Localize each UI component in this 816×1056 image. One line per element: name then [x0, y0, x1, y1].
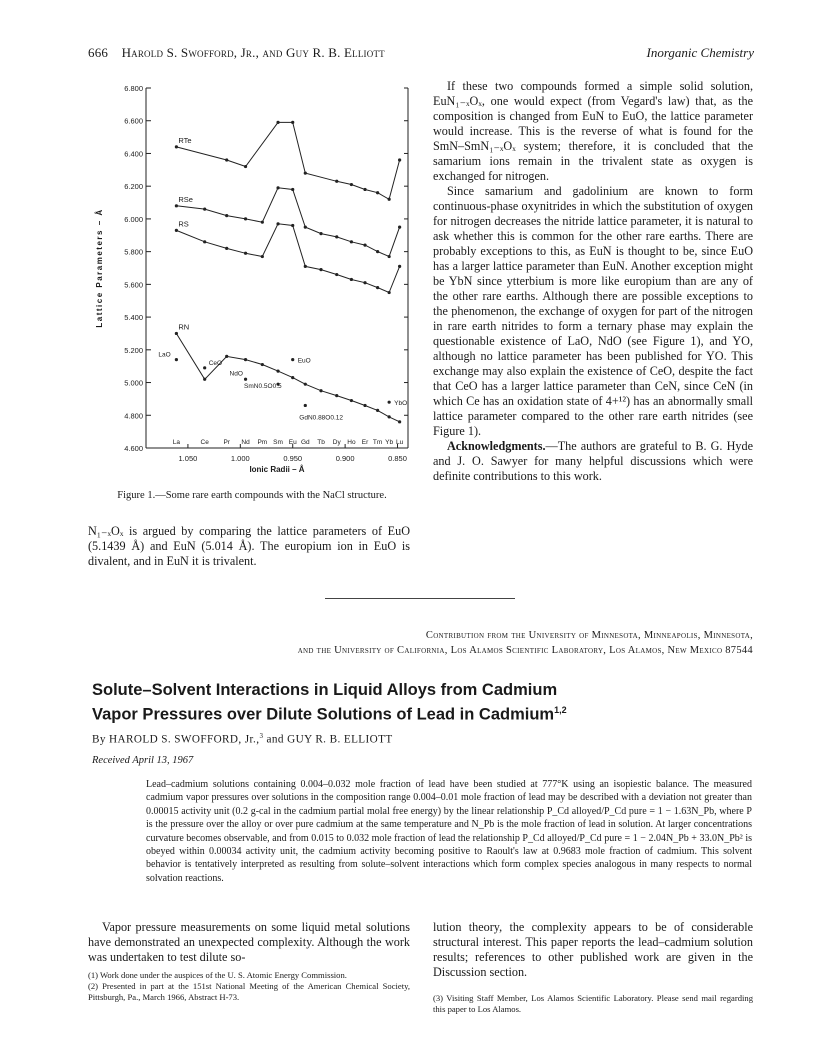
- data-point: [291, 188, 294, 191]
- acknowledgments-heading: Acknowledgments.: [447, 439, 546, 453]
- data-point: [244, 217, 247, 220]
- element-label: Tb: [317, 439, 325, 446]
- x-axis-title: Ionic Radii – Å: [249, 465, 305, 474]
- element-label: Ce: [200, 439, 209, 446]
- x-tick-label: 0.900: [335, 454, 355, 463]
- series-line-rte: [176, 122, 399, 199]
- data-point: [276, 186, 279, 189]
- title-line: Solute–Solvent Interactions in Liquid Alloys from Cadmium: [92, 681, 558, 699]
- author-footnote-mark: 3: [259, 732, 264, 740]
- section-divider: [325, 598, 515, 599]
- data-point: [319, 232, 322, 235]
- affiliation-line: Contribution from the University of Minnesota, Minneapolis, Minnesota,: [425, 630, 753, 641]
- compound-point: [244, 378, 247, 381]
- y-tick-label: 6.000: [124, 214, 143, 224]
- element-label: Nd: [241, 439, 250, 446]
- y-tick-label: 5.400: [124, 313, 143, 323]
- data-point: [335, 394, 338, 397]
- data-point: [335, 235, 338, 238]
- y-tick-label: 6.200: [124, 182, 143, 192]
- data-point: [261, 255, 264, 258]
- right-column-text: [433, 79, 753, 484]
- data-point: [276, 369, 279, 372]
- data-point: [350, 278, 353, 281]
- figure-1: [88, 78, 418, 508]
- footnotes-right: [433, 993, 753, 1015]
- element-label: La: [172, 439, 181, 446]
- data-point: [363, 188, 366, 191]
- data-point: [398, 158, 401, 161]
- data-point: [203, 240, 206, 243]
- data-point: [388, 198, 391, 201]
- contribution-affiliation: [200, 628, 753, 658]
- data-point: [225, 158, 228, 161]
- x-tick-label: 1.000: [230, 454, 250, 463]
- data-point: [291, 224, 294, 227]
- data-point: [363, 281, 366, 284]
- element-label: Eu: [288, 439, 297, 446]
- data-point: [244, 358, 247, 361]
- page-number: 666: [88, 45, 109, 60]
- paragraph: Vapor pressure measurements on some liquid metal solutions have demonstrated an unexpected complexity. Although the work was undertaken to test dilute so-: [88, 920, 410, 964]
- data-point: [363, 404, 366, 407]
- data-point: [363, 243, 366, 246]
- figure-caption: Figure 1.—Some rare earth compounds with the NaCl structure.: [117, 490, 387, 501]
- compound-label: GdN0.88O0.12: [299, 414, 344, 422]
- y-tick-label: 4.600: [124, 444, 143, 453]
- data-point: [225, 355, 228, 358]
- data-point: [203, 207, 206, 210]
- x-tick-label: 0.950: [283, 454, 303, 463]
- data-point: [175, 229, 178, 232]
- abstract: Lead–cadmium solutions containing 0.004–0.032 mole fraction of lead have been studied at 777°K using an isopiestic balance. The measured cadmium vapor pressures over solutions in the composition range 0.004–0.01 mole fraction of lead may be described with a deviation not greater than 0.00015 activity unit (0.2 g-cal in the cadmium partial molal free energy) by the linear relationship P_Cd alloyed/P_Cd pure = 1 − 1.63N_Pb, where P is the pressure over the alloy or over pure cadmium at the same temperature and N_Pb is the mole fraction of lead in solution. At larger concentrations curvature becomes observable, and from 0.015 to 0.032 mole fraction of lead the relationship P_Cd alloyed/P_Cd pure = 1 − 2.04N_Pb + 33.0N_Pb² is obeyed within 0.00034 activity unit, the cadmium activity becoming positive to Raoult's law at 0.9683 mole fraction of cadmium. This solvent behavior is tentatively interpreted as resulting from solute–solvent interactions which form complex species analogous in many respects to normal solvation reactions.: [146, 779, 752, 884]
- data-point: [225, 214, 228, 217]
- element-label: Pm: [257, 439, 268, 446]
- data-point: [304, 265, 307, 268]
- element-label: Yb: [385, 439, 394, 446]
- journal-name: Inorganic Chemistry: [646, 45, 754, 60]
- running-header-left: [88, 45, 385, 61]
- data-point: [261, 363, 264, 366]
- data-point: [261, 221, 264, 224]
- element-label: Dy: [332, 439, 341, 446]
- compound-label: CeO: [208, 359, 223, 367]
- data-point: [376, 409, 379, 412]
- author-1: By HAROLD S. SWOFFORD, Jr.,: [92, 733, 260, 746]
- title-line: Vapor Pressures over Dilute Solutions of Lead in Cadmium: [92, 705, 555, 724]
- compound-label: EuO: [297, 357, 311, 365]
- element-label: Er: [361, 439, 369, 446]
- data-point: [388, 291, 391, 294]
- data-point: [203, 378, 206, 381]
- affiliation-line: and the University of California, Los Alamos Scientific Laboratory, Los Alamos, New Mexico 87544: [297, 645, 753, 656]
- acknowledgments-body: —The authors are grateful to B. G. Hyde and J. O. Sawyer for many helpful discussions which were definite contributions to this work.: [433, 439, 753, 483]
- element-label: Ho: [347, 439, 356, 446]
- footnote-3: (3) Visiting Staff Member, Los Alamos Scientific Laboratory. Please send mail regarding this paper to Los Alamos.: [433, 993, 753, 1014]
- acknowledgments: [433, 439, 753, 484]
- y-tick-label: 6.400: [124, 149, 143, 159]
- series-label: RTe: [178, 135, 192, 145]
- data-point: [276, 121, 279, 124]
- data-point: [175, 204, 178, 207]
- element-label: Sm: [273, 439, 283, 446]
- header-authors: Harold S. Swofford, Jr., and Guy R. B. Elliott: [121, 45, 385, 60]
- element-label: Tm: [372, 439, 383, 446]
- y-axis-title: Lattice Parameters – Å: [95, 208, 104, 328]
- data-point: [335, 273, 338, 276]
- article-title: [92, 680, 732, 725]
- series-label: RS: [178, 219, 189, 229]
- data-point: [398, 420, 401, 423]
- paragraph: N₁₋ₓOₓ is argued by comparing the lattice parameters of EuO (5.1439 Å) and EuN (5.014 Å). The europium ion in EuO is divalent, and in EuN it is trivalent.: [88, 524, 410, 568]
- series-label: RN: [178, 322, 190, 332]
- y-tick-label: 5.600: [124, 280, 143, 290]
- data-point: [350, 183, 353, 186]
- title-footnote-marks: 1,2: [554, 705, 567, 715]
- data-point: [319, 268, 322, 271]
- series-label: RSe: [178, 194, 193, 204]
- data-point: [350, 399, 353, 402]
- element-label: Pr: [223, 439, 230, 446]
- compound-label: YbO: [394, 400, 408, 408]
- data-point: [388, 415, 391, 418]
- y-tick-label: 5.800: [124, 247, 143, 257]
- data-point: [335, 180, 338, 183]
- left-column-text: [88, 524, 410, 569]
- author-2: and GUY R. B. ELLIOTT: [263, 733, 393, 746]
- footnotes-left: [88, 970, 410, 1003]
- data-point: [225, 247, 228, 250]
- compound-label: SmN0.5O0.5: [244, 383, 282, 391]
- compound-point: [291, 358, 294, 361]
- data-point: [291, 121, 294, 124]
- data-point: [350, 240, 353, 243]
- data-point: [304, 171, 307, 174]
- y-tick-label: 4.800: [124, 411, 143, 421]
- compound-point: [203, 366, 206, 369]
- compound-point: [388, 401, 391, 404]
- data-point: [304, 225, 307, 228]
- y-tick-label: 5.200: [124, 345, 143, 355]
- data-point: [291, 376, 294, 379]
- paragraph: Since samarium and gadolinium are known to form continuous-phase oxynitrides in which the substitution of oxygen for nitrogen decreases the nitride lattice parameter, it is natural to ask whether this is common for the other rare earths. There are probably exceptions to this, as EuN is thought to be, since EuO has a larger lattice parameter than EuN. Another exception might be YbN since ytterbium is more like europium than are any of the other rare earths. Although there are possible exceptions to the phenomenon, the exchange of oxygen for part of the nitrogen in rare earth nitrides to form a ternary phase may explain the questionable existence of LaO, NdO (see Figure 1), and YO, although no lattice parameter has been published for YO. This exchange may also explain the existence of CeO, despite the fact that CeO has a larger lattice parameter than CeN, since CeN (in which Ce has an oxidation state of 4+¹²) has an abnormally small lattice parameter compared to the other rare earth nitrides (see Figure 1).: [433, 184, 753, 438]
- data-point: [376, 191, 379, 194]
- data-point: [304, 383, 307, 386]
- paragraph: lution theory, the complexity appears to be of considerable structural interest. This paper reports the lead–cadmium solution results; references to other published work are given in the Discussion section.: [433, 920, 753, 979]
- received-date: Received April 13, 1967: [92, 755, 194, 766]
- compound-point: [304, 404, 307, 407]
- data-point: [175, 332, 178, 335]
- data-point: [376, 250, 379, 253]
- footnote-1: (1) Work done under the auspices of the U. S. Atomic Energy Commission.: [88, 970, 347, 980]
- paragraph: If these two compounds formed a simple solid solution, EuN₁₋ₓOₓ, one would expect (from Vegard's law) that, as the composition is changed from EuN to EuO, the lattice parameter would increase. This is the reverse of what is found for the SmN–SmN₁₋ₓOₓ system; therefore, it is concluded that the samarium ions remain in the trivalent state as oxygen is exchanged for nitrogen.: [433, 79, 753, 183]
- series-line-rn: [176, 334, 399, 422]
- y-tick-label: 6.600: [124, 116, 143, 126]
- lattice-parameter-chart: [88, 78, 418, 488]
- article-authors: [92, 732, 393, 746]
- data-point: [244, 165, 247, 168]
- data-point: [175, 145, 178, 148]
- data-point: [398, 225, 401, 228]
- footnote-2: (2) Presented in part at the 151st National Meeting of the American Chemical Society, Pittsburgh, Pa., March 1966, Abstract H-73.: [88, 981, 410, 1002]
- data-point: [276, 222, 279, 225]
- body-left-column: [88, 920, 410, 965]
- x-tick-label: 1.050: [178, 454, 198, 463]
- x-tick-label: 0.850: [388, 454, 407, 463]
- y-tick-label: 6.800: [124, 84, 143, 93]
- compound-label: LaO: [158, 351, 171, 359]
- data-point: [244, 252, 247, 255]
- y-tick-label: 5.000: [124, 378, 143, 388]
- body-right-column: [433, 920, 753, 980]
- compound-label: NdO: [229, 370, 243, 378]
- element-label: Lu: [395, 439, 404, 446]
- compound-point: [175, 358, 178, 361]
- data-point: [388, 255, 391, 258]
- data-point: [319, 389, 322, 392]
- data-point: [376, 286, 379, 289]
- data-point: [398, 265, 401, 268]
- element-label: Gd: [300, 439, 310, 446]
